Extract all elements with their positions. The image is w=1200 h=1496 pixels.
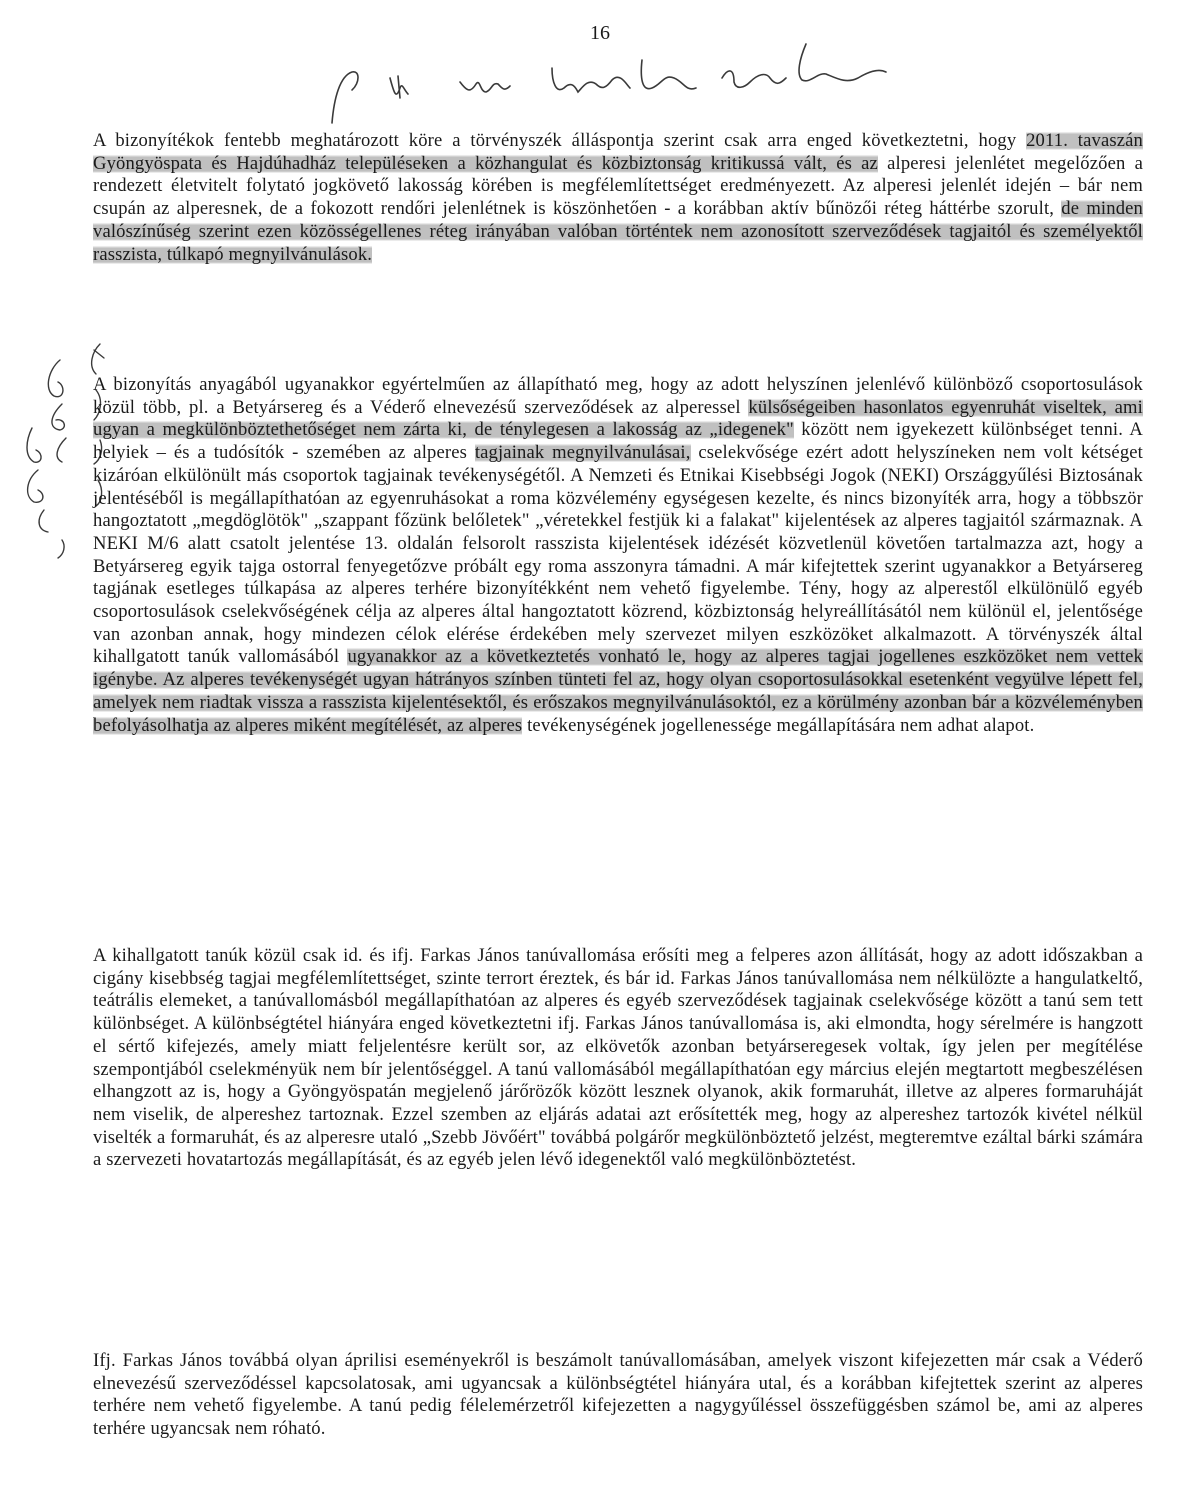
- highlighted-text: ugyanakkor az a következtetés vonható le, hogy az alperes tagjai jogellenes eszközöket nem vettek igénybe. Az alperes tevékenységét ugyan hátrányos színben tünteti fel az, hogy olyan csoportosulásokkal esetenként vegyülve lépett fel, amelyek nem riadtak vissza a rasszista kijelentésektől, és erőszakos megnyilvánulásoktól, ez a körülmény azonban bár a közvéleményben befolyásolhatja az alperes miként megítélését, az alperes: [93, 646, 1143, 736]
- page-number: 16: [590, 22, 610, 44]
- text-segment: Ifj. Farkas János továbbá olyan áprilisi eseményekről is beszámolt tanúvallomásában, amelyek viszont kifejezetten már csak a Véderő elnevezésű szerveződéssel kapcsolatosak, ami ugyancsak a különbségtétel hiányára utal, és a korábban kifejtettek szerint az alperes terhére nem vehető figyelembe. A tanú pedig félelemérzetről kifejezetten a nagygyűléssel összefüggésben számol be, ami az alperes terhére ugyancsak nem róható.: [93, 1350, 1143, 1440]
- highlighted-text: külsőségeiben hasonlatos egyenruhát viseltek, ami ugyan a megkülönböztethetőséget nem zárta ki, de ténylegesen a lakosság az „idegenek": [93, 396, 1143, 441]
- highlighted-text: tagjainak megnyilvánulásai,: [474, 442, 691, 464]
- text-segment: tevékenységének jogellenessége megállapítására nem adhat alapot.: [522, 714, 1035, 736]
- handwritten-annotation: [330, 38, 890, 128]
- text-segment: A bizonyítás anyagából ugyanakkor egyértelműen az állapítható meg, hogy az adott helyszínen jelenlévő különböző csoportosulások közül több, pl. a Betyársereg és a Véderő elnevezésű szerveződések az alperessel: [93, 374, 1143, 418]
- text-segment: között nem igyekezett különbséget tenni. A helyiek – és a tudósítók - szemében az alperes: [93, 419, 1143, 464]
- paragraph-4: [93, 1350, 1143, 1441]
- paragraph-2: [93, 374, 1143, 737]
- paragraph-1: [93, 130, 1143, 266]
- highlighted-text: 2011. tavaszán Gyöngyöspata és Hajdúhadház településeken a közhangulat és közbiztonság kritikussá vált, és az: [93, 130, 1143, 174]
- text-segment: A kihallgatott tanúk közül csak id. és ifj. Farkas János tanúvallomása erősíti meg a felperes azon állítását, hogy az adott időszakban a cigány kisebbség tagjai megfélemlítettséget, szinte terrort éreztek, és bár id. Farkas János tanúvallomása nem nélkülözte a hangulatkeltő, teátrális elemeket, a tanúvallomásból megállapíthatóan az alperes és egyéb szerveződések tagjainak cselekvősége között a tanú sem tett különbséget. A különbségtétel hiányára enged következtetni ifj. Farkas János tanúvallomása is, aki elmondta, hogy sérelmére is hangzott el sértő kifejezés, amely miatt feljelentésre került sor, az elkövetők azonban betyárseregesek voltak, így jelen per megítélése szempontjából cselekményük nem bír jelentőséggel. A tanú vallomásából megállapíthatóan egy március elején megtartott megbeszélésen elhangzott az is, hogy a Gyöngyöspatán megjelenő járőrözők között lesznek olyanok, akik formaruhát, illetve az alperes formaruháját nem viselik, de alpereshez tartoznak. Ezzel szemben az eljárás adatai azt erősítették meg, hogy az alpereshez tartozók kivétel nélkül viselték a formaruhát, és az alperesre utaló „Szebb Jövőért" továbbá polgárőr megkülönböztető jelzést, megteremtve ezáltal bárki számára a szervezeti hovatartozás megállapítását, és az egyéb jelen lévő idegenektől való megkülönböztetést.: [93, 945, 1143, 1171]
- paragraph-3: [93, 945, 1143, 1172]
- text-segment: A bizonyítékok fentebb meghatározott köre a törvényszék álláspontja szerint csak arra enged következtetni, hogy: [93, 130, 1027, 151]
- text-segment: cselekvősége ezért adott helyszíneken nem volt kétséget kizáróan elkülönült más csoportok tagjainak tevékenységétől. A Nemzeti és Etnikai Kisebbségi Jogok (NEKI) Országgyűlési Biztosának jelentéséből is megállapíthatóan az egyenruhásokat a roma közvélemény egységesen kezelte, és nincs bizonyíték arra, hogy a többször hangoztatott „megdöglötök" „szappant főzünk belőletek" „véretekkel festjük ki a falakat" kijelentések az alperes tagjaitól származnak. A NEKI M/6 alatt csatolt jelentése 13. oldalán felsorolt rasszista kijelentések idézését közvetlenül követően tartalmazza azt, hogy a Betyársereg egyik tajga ostorral fenyegetőzve próbált egy roma asszonyra támadni. A már kifejtettek szerint ugyanakkor a Betyársereg tagjának esetleges túlkapása az alperes terhére bizonyítékként nem vehető figyelembe. Tény, hogy az alperestől elkülönülő egyéb csoportosulások cselekvőségének célja az alperes által hangoztatott közrend, közbiztonság helyreállításától nem különül el, jelentősége van azonban annak, hogy mindezen célok elérése érdekében mely szervezet milyen eszközöket alkalmazott. A törvényszék által kihallgatott tanúk vallomásából: [93, 442, 1143, 668]
- highlighted-text: de minden valószínűség szerint ezen közösségellenes réteg irányában valóban történtek nem azonosított szerveződések tagjaitól és személyektől rasszista, túlkapó megnyilvánulások.: [93, 198, 1143, 265]
- text-segment: alperesi jelenlétet megelőzően a rendezett életvitelt folytató jogkövető lakosság körében is megfélemlítettséget eredményezett. Az alperesi jelenlét idején – bár nem csupán az alperesnek, de a fokozott rendőri jelenlétnek is köszönhetően - a korábban aktív bűnözői réteg háttérbe szorult,: [93, 152, 1143, 220]
